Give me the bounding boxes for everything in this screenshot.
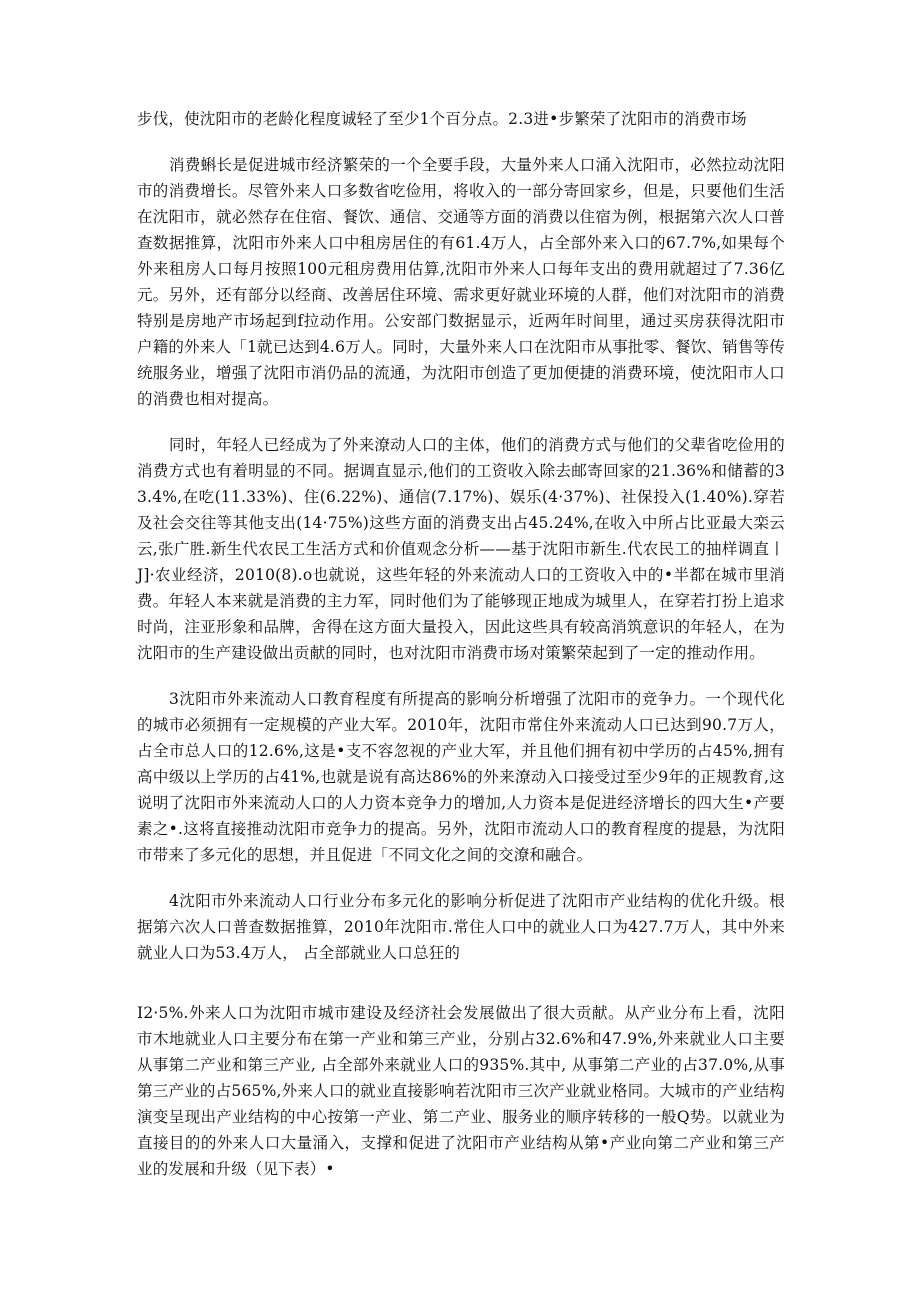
- paragraph-education-competitiveness: 3沈阳市外来流动人口教育程度有所提高的影响分析增强了沈阳市的竞争力。一个现代化的城市必须拥有一定规模的产业大军。2010年，沈阳市常住外来流动人口已达到90.7万人，占全市总人口的12.6%,这是•支不容忽视的产业大军，并且他们拥有初中学历的占45%,拥有高中级以上学历的占41%,也就是说有高达86%的外来潦动入口接受过至少9年的正规教育,这说明了沈阳市外来流动人口的人力资本竞争力的增加,人力资本是促进经济增长的四大生•产要素之•.这将直接推动沈阳市竞争力的提高。另外，沈阳市流动人口的教育程度的提悬，为沈阳市带来了多元化的思想，并且促进「不同文化之间的交潦和融合。: [137, 690, 785, 864]
- paragraph-consumption-growth: 消费蝌长是促进城市经济繁荣的一个全要手段，大量外来人口涌入沈阳市，必然拉动沈阳市的消费增长。尽管外来人口多数省吃俭用，将收入的一部分寄回家乡，但是，只要他们生活在沈阳市，就必然存在住宿、餐饮、通信、交通等方面的消费以住宿为例，根据第六次人口普查数据推算，沈阳市外来人口中租房居住的有61.4万人，占全部外来入口的67.7%,如果每个外来租房人口每月按照100元租房费用估算,沈阳市外来人口每年支出的费用就超过了7.36亿元。另外，还有部分以经商、改善居住环境、需求更好就业环境的人群，他们对沈阳市的消费特别是房地产市场起到f拉动作用。公安部门数据显示，近两年时间里，通过买房获得沈阳市户籍的外来人「1就已达到4.6万人。同时，大量外来人口在沈阳市从事批零、餐饮、销售等传统服务业，增强了沈阳市消仍品的流通，为沈阳市创造了更加便捷的消费环境，使沈阳市人口的消费也相对提高。: [137, 156, 785, 408]
- paragraph-employment-structure: I2·5%.外来人口为沈阳市城市建设及经济社会发展做出了很大贡献。从产业分布上看，沈阳市木地就业人口主要分布在第一产业和第三产业，分别占32.6%和47.9%,外来就业人口主要从事第二产业和第三产业, 占全部外来就业人口的935%.其中, 从事第二产业的占37.0%,从事第三产业的占565%,外来人口的就业直接影响若沈阳市三次产业就业格同。大城市的产业结构演变呈现出产业结构的中心按第一产业、第二产业、服务业的顺序转移的一般Q势。以就业为直接目的的外来人口大量涌入，支撑和促进了沈阳市产业结构从第•产业向第二产业和第三产业的发展和升级（见下表）•: [137, 1004, 785, 1178]
- paragraph-intro-line: 步伐，使沈阳市的老龄化程度诚轻了至少1个百分点。2.3进•步繁荣了沈阳市的消费市场: [137, 110, 747, 128]
- paragraph-young-consumers: 同时，年轻人已经成为了外来潦动人口的主体，他们的消费方式与他们的父辈省吃俭用的消费方式也有着明显的不同。据调直显示,他们的工资收入除去邮寄回家的21.36%和储蓄的33.4%,在吃(11.33%)、住(6.22%)、通信(7.17%)、娱乐(4·37%)、社保投入(1.40%).穿若及社会交往等其他支出(14·75%)这些方面的消费支出占45.24%,在收入中所占比亚最大栾云云,张广胜.新生代农民工生活方式和价值观念分析——基于沈阳市新生.代农民工的抽样调直丨J]·农业经济，2010(8).o也就说，这些年轻的外来流动人口的工资收入中的•半都在城市里消费。年轻人本来就是消费的主力军，同时他们为了能够现正地成为城里人，在穿若打扮上追求时尚，注亚形象和品牌，舍得在这方面大量投入，因此这些具有较高消筑意识的年轻人，在为沈阳市的生产建设做出贡献的同时，也对沈阳市消费市场对策繁荣起到了一定的推动作用。: [137, 436, 785, 662]
- document-page: [137, 106, 785, 1182]
- paragraph-industry-distribution: 4沈阳市外来流动人口行业分布多元化的影响分析促进了沈阳市产业结构的优化升级。根据第六次人口普查数据推算，2010年沈阳市.常住人口中的就业人口为427.7万人，其中外来就业人口为53.4万人， 占全部就业人口总狂的: [137, 892, 785, 962]
